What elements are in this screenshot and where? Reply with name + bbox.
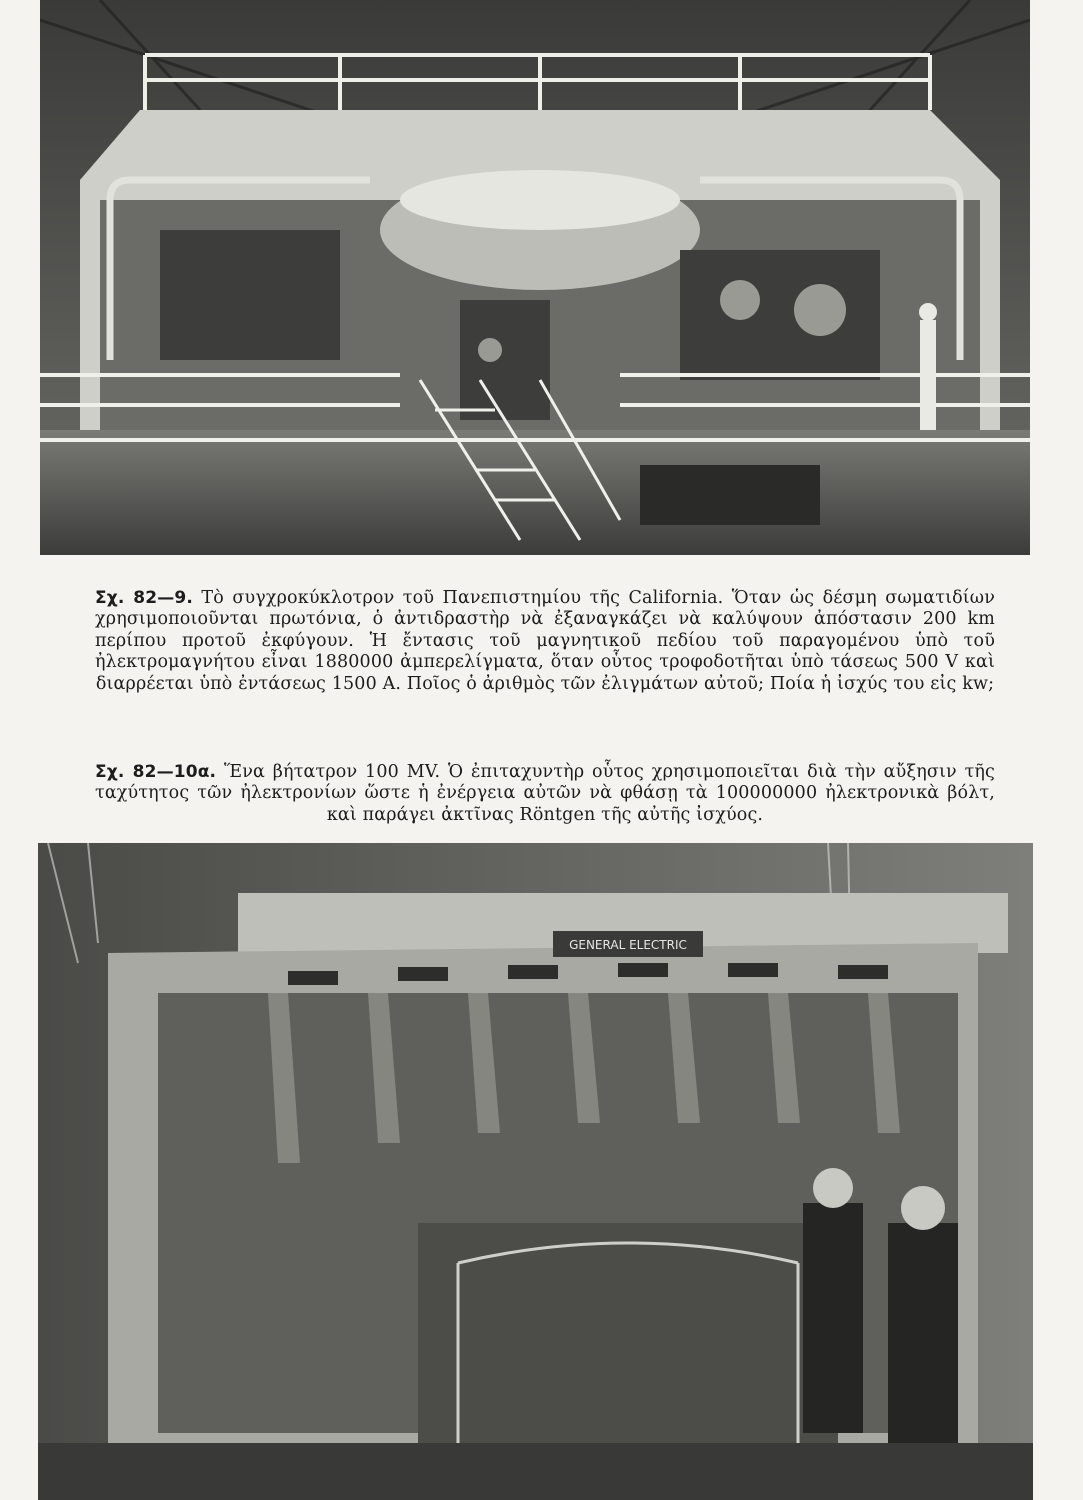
figure-caption-text: Ἕνα βήτατρον 100 MV. Ὁ ἐπιταχυντὴρ οὗτος χρησιμοποιεῖται διὰ τὴν αὔξησιν τῆς ταχύτητος τῶν ἠλεκτρονίων ὥστε ἡ ἐνέργεια αὐτῶν νὰ φθάσῃ τὰ 100000000 ἠλεκτρονικὰ βόλτ, καὶ παράγει ἀκτῖνας Röntgen τῆς αὐτῆς ἰσχύος.	[95, 761, 995, 825]
betatron-photo	[38, 843, 1033, 1500]
figure-caption-text: Τὸ συγχροκύκλοτρον τοῦ Πανεπιστημίου τῆς California. Ὅταν ὡς δέσμη σωματιδίων χρησιμοποιοῦνται πρωτόνια, ὁ ἀντιδραστὴρ νὰ ἐξαναγκάζει νὰ καλύψουν ἀπόστασιν 200 km περίπου προτοῦ ἐκφύγουν. Ἡ ἔντασις τοῦ μαγνητικοῦ πεδίου τοῦ παραγομένου ὑπὸ τοῦ ἠλεκτρομαγνήτου εἶναι 1880000 ἀμπερελίγματα, ὅταν οὗτος τροφοδοτῆται ὑπὸ τάσεως 500 V καὶ διαρρέεται ὑπὸ ἐντάσεως 1500 A. Ποῖος ὁ ἀριθμὸς τῶν ἐλιγμάτων αὐτοῦ; Ποία ἡ ἰσχύς του εἰς kw;	[95, 587, 995, 694]
general-electric-nameplate: GENERAL ELECTRIC	[569, 938, 687, 952]
figure-caption-82-10a	[95, 762, 995, 827]
figure-label: Σχ. 82—9.	[95, 587, 193, 608]
synchrocyclotron-photo	[40, 0, 1030, 555]
figure-caption-82-9	[95, 588, 995, 696]
figure-label: Σχ. 82—10α.	[95, 761, 217, 782]
